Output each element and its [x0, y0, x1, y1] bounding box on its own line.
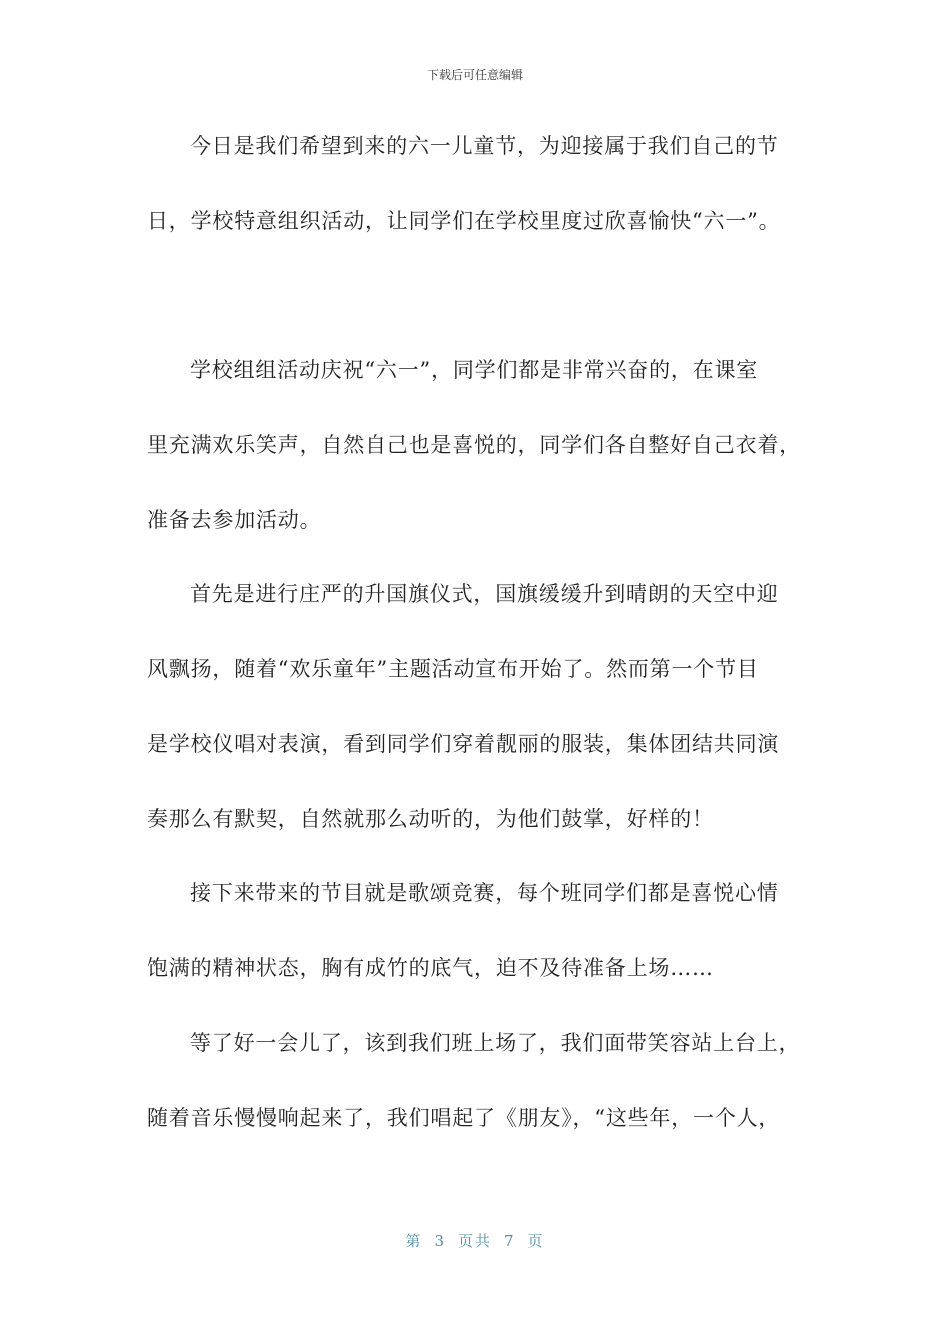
paragraph-line: 等了好一会儿了，该到我们班上场了，我们面带笑容站上台上，	[190, 1031, 801, 1055]
paragraph-line: 里充满欢乐笑声，自然自己也是喜悦的，同学们各自整好自己衣着，	[147, 433, 801, 457]
paragraph-line: 随着音乐慢慢响起来了，我们唱起了《朋友》，“这些年，一个人，	[147, 1106, 781, 1130]
page-header-note: 下载后可任意编辑	[426, 68, 523, 82]
footer-total-pages: 7	[504, 1232, 516, 1250]
paragraph-line: 是学校仪唱对表演，看到同学们穿着靓丽的服装，集体团结共同演	[147, 732, 780, 756]
paragraph-line: 风飘扬，随着“欢乐童年”主题活动宣布开始了。然而第一个节目	[147, 657, 759, 681]
paragraph-line: 饱满的精神状态，胸有成竹的底气，迫不及待准备上场……	[147, 956, 714, 980]
paragraph-line: 准备去参加活动。	[147, 508, 322, 532]
footer-middle: 页共	[457, 1232, 492, 1250]
paragraph-line: 首先是进行庄严的升国旗仪式，国旗缓缓升到晴朗的天空中迎	[190, 582, 779, 606]
paragraph-line: 接下来带来的节目就是歌颂竞赛，每个班同学们都是喜悦心情	[190, 881, 779, 905]
footer-current-page: 3	[434, 1232, 446, 1250]
footer-prefix: 第	[405, 1232, 423, 1250]
paragraph-line: 奏那么有默契，自然就那么动听的，为他们鼓掌，好样的！	[147, 807, 714, 831]
paragraph-line: 今日是我们希望到来的六一儿童节，为迎接属于我们自己的节	[190, 134, 779, 158]
footer-suffix: 页	[527, 1232, 545, 1250]
paragraph-line: 日，学校特意组织活动，让同学们在学校里度过欣喜愉快“六一”。	[147, 209, 781, 233]
paragraph-line: 学校组组活动庆祝“六一”，同学们都是非常兴奋的，在课室	[190, 358, 759, 382]
page-footer	[0, 1230, 950, 1251]
